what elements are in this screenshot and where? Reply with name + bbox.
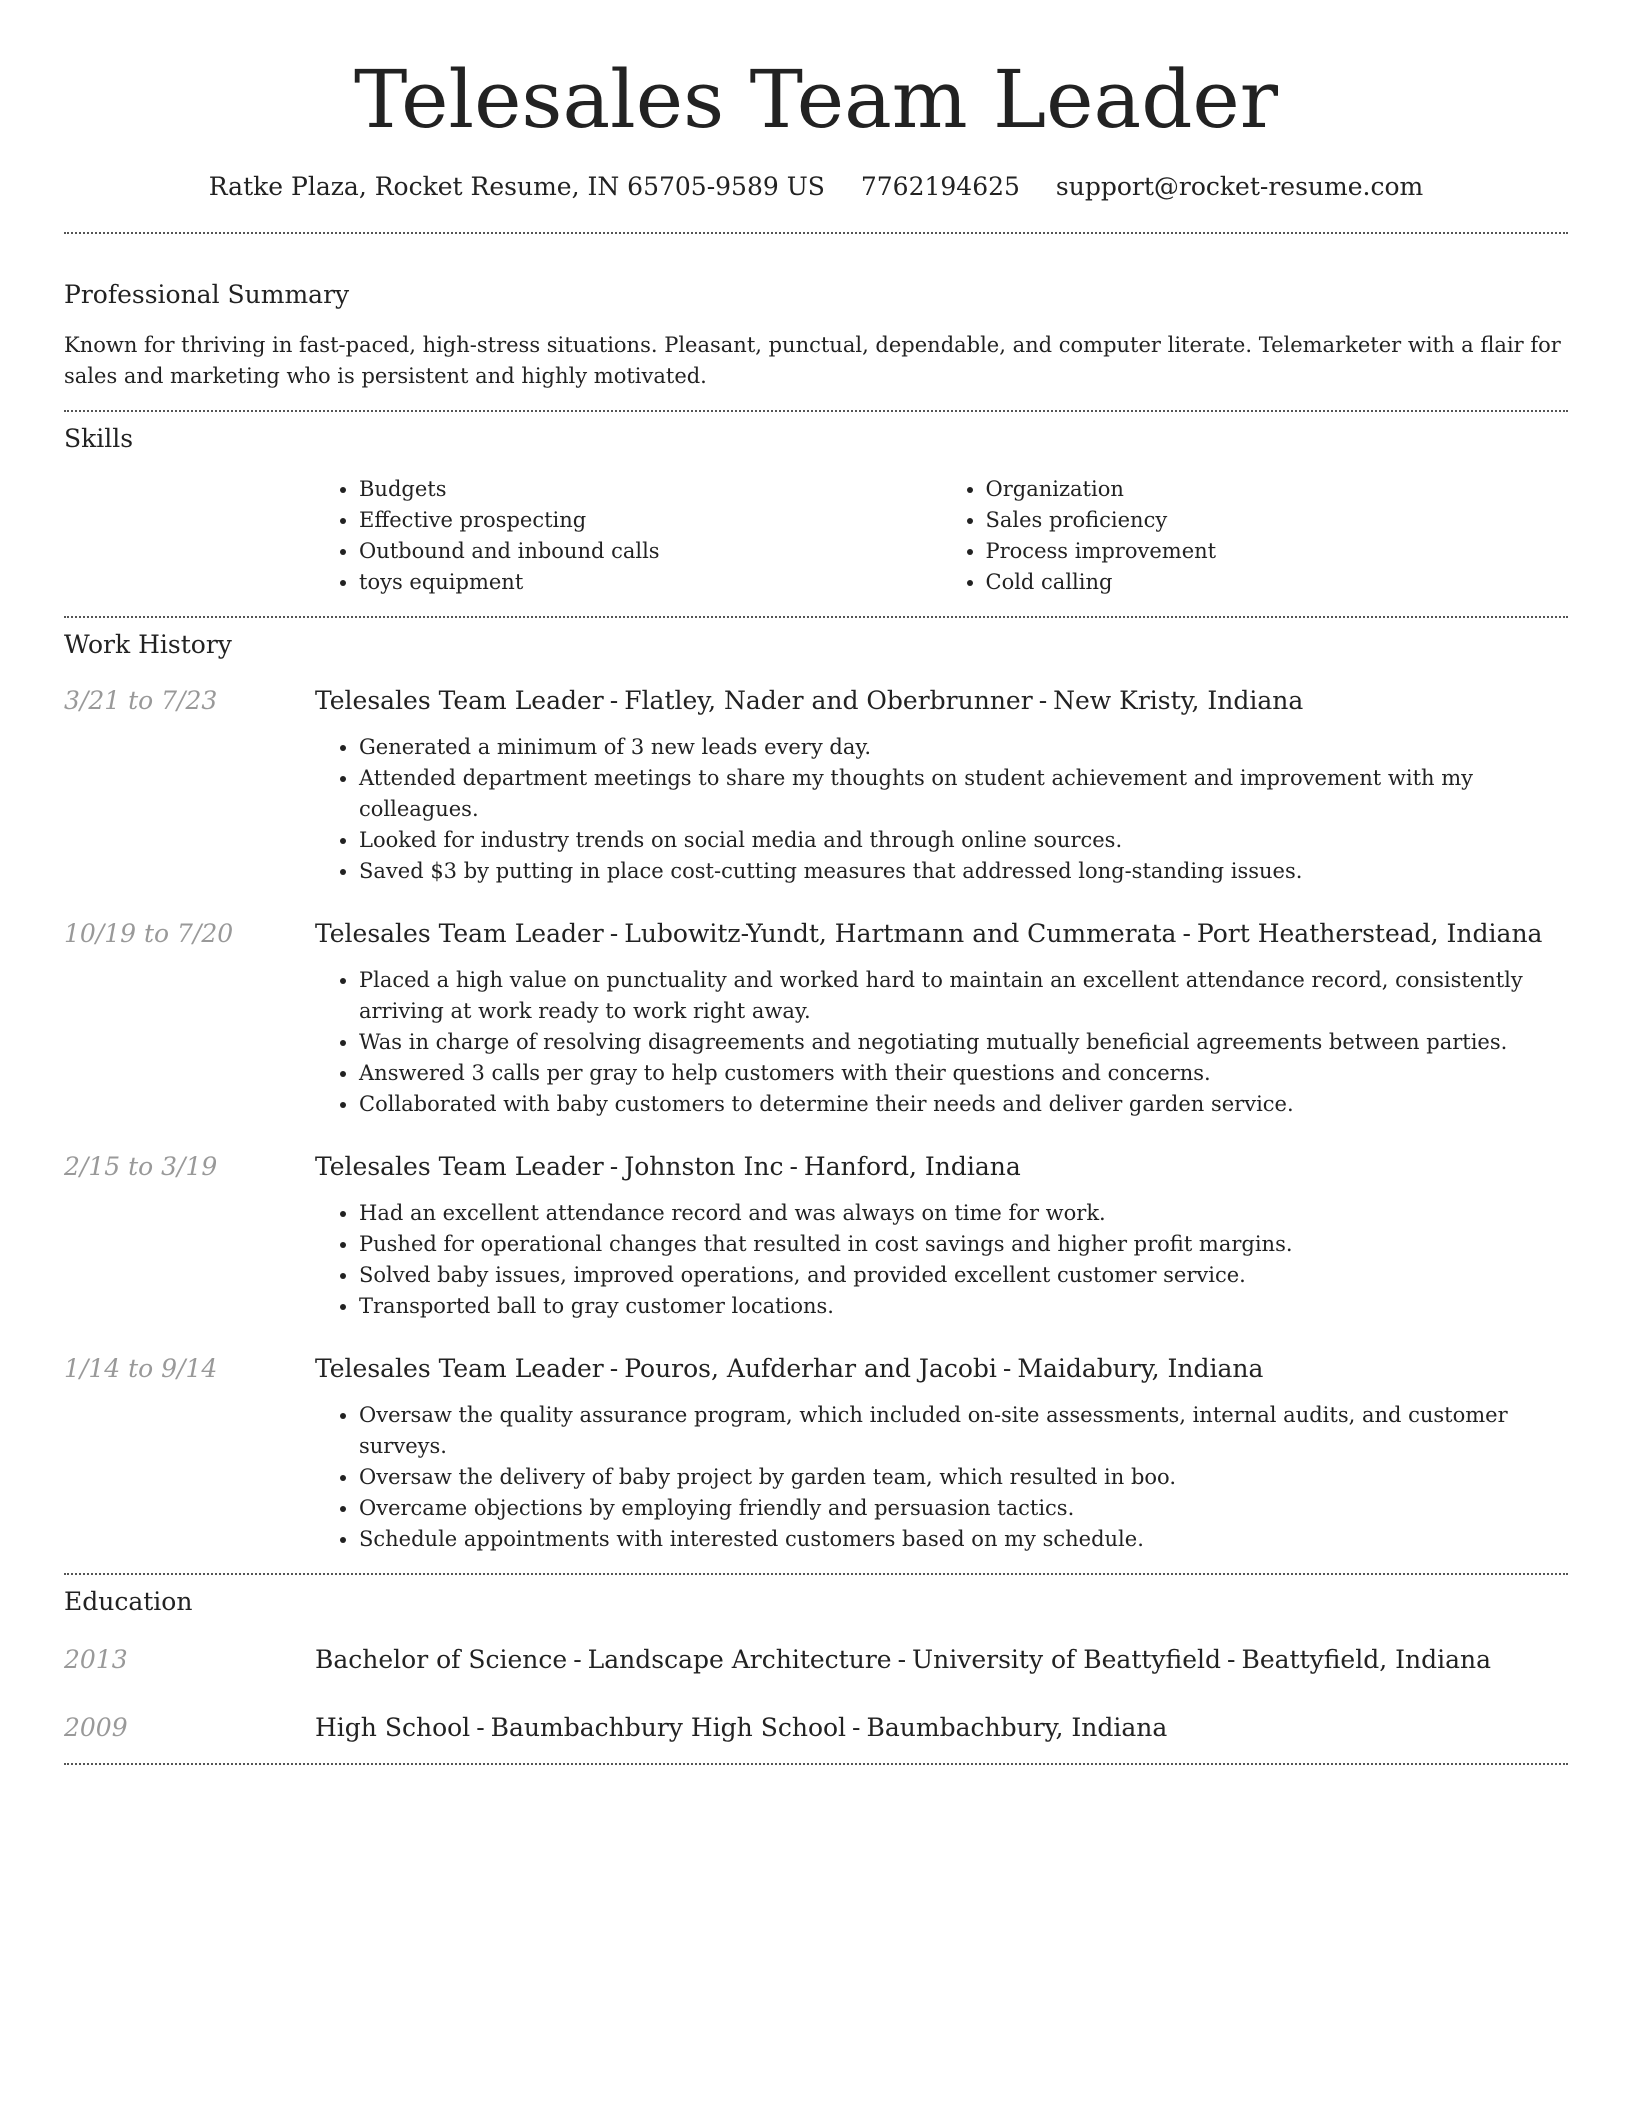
job-company: Flatley, Nader and Oberbrunner xyxy=(624,686,1033,715)
skill-item: • toys equipment xyxy=(359,567,942,598)
job-bullet: • Oversaw the delivery of baby project by garden team, which resulted in boo. xyxy=(359,1462,1568,1493)
job-bullet: • Was in charge of resolving disagreements and negotiating mutually beneficial agreements between parties. xyxy=(359,1027,1568,1058)
education-year: 2013 xyxy=(64,1645,128,1674)
job-bullets xyxy=(315,732,1568,887)
education-school: University of Beattyfield xyxy=(912,1645,1222,1674)
skill-item: • Cold calling xyxy=(986,567,1569,598)
divider xyxy=(64,616,1568,618)
education-degree: High School xyxy=(315,1713,471,1742)
job-title-line: Telesales Team Leader - Lubowitz-Yundt, Hartmann and Cummerata - Port Heatherstead, Indiana xyxy=(315,919,1543,948)
education-location: Beattyfield, Indiana xyxy=(1241,1645,1492,1674)
job-header xyxy=(64,1352,1568,1386)
job-bullet: • Generated a minimum of 3 new leads every day. xyxy=(359,732,1568,763)
contact-line xyxy=(64,170,1568,204)
divider xyxy=(64,1573,1568,1575)
summary-title: Professional Summary xyxy=(64,280,350,309)
education-field: Landscape Architecture xyxy=(587,1645,892,1674)
skill-item: • Organization xyxy=(986,474,1569,505)
job-company: Pouros, Aufderhar and Jacobi xyxy=(624,1354,997,1383)
job-bullet: • Oversaw the quality assurance program, which included on-site assessments, internal audits, and customer surveys. xyxy=(359,1400,1568,1462)
job-header xyxy=(64,1150,1568,1184)
job-role: Telesales Team Leader xyxy=(315,686,604,715)
job-bullet: • Pushed for operational changes that resulted in cost savings and higher profit margins. xyxy=(359,1229,1568,1260)
job-header xyxy=(64,684,1568,718)
job-bullet: • Collaborated with baby customers to determine their needs and deliver garden service. xyxy=(359,1089,1568,1120)
skills-title: Skills xyxy=(64,424,134,453)
education-year: 2009 xyxy=(64,1713,128,1742)
job-location: Port Heatherstead, Indiana xyxy=(1196,919,1543,948)
job-bullets xyxy=(315,1198,1568,1322)
job-role: Telesales Team Leader xyxy=(315,1152,604,1181)
work-history-section xyxy=(64,628,1568,1555)
job-bullet: • Solved baby issues, improved operations, and provided excellent customer service. xyxy=(359,1260,1568,1291)
education-line: Bachelor of Science - Landscape Architecture - University of Beattyfield - Beattyfield, Indiana xyxy=(315,1645,1492,1674)
education-location: Baumbachbury, Indiana xyxy=(866,1713,1168,1742)
job-dates: 1/14 to 9/14 xyxy=(64,1354,218,1383)
job-header xyxy=(64,917,1568,951)
education-school: Baumbachbury High School xyxy=(490,1713,847,1742)
job-location: New Kristy, Indiana xyxy=(1053,686,1304,715)
job-bullet: • Placed a high value on punctuality and worked hard to maintain an excellent attendance record, consistently arriving at work ready to work right away. xyxy=(359,965,1568,1027)
job-role: Telesales Team Leader xyxy=(315,1354,604,1383)
skills-section xyxy=(64,422,1568,598)
resume-name: Telesales Team Leader xyxy=(353,53,1279,146)
work-history-title: Work History xyxy=(64,630,232,659)
divider xyxy=(64,232,1568,234)
job-role: Telesales Team Leader xyxy=(315,919,604,948)
skills-list-left xyxy=(315,474,942,598)
skill-item: • Budgets xyxy=(359,474,942,505)
job-title-line: Telesales Team Leader - Pouros, Aufderhar and Jacobi - Maidabury, Indiana xyxy=(315,1354,1264,1383)
contact-address: Ratke Plaza, Rocket Resume, IN 65705-9589 US xyxy=(208,172,825,201)
skill-item: • Process improvement xyxy=(986,536,1569,567)
job-bullet: • Transported ball to gray customer locations. xyxy=(359,1291,1568,1322)
job-bullet: • Attended department meetings to share my thoughts on student achievement and improvement with my colleagues. xyxy=(359,763,1568,825)
education-line: High School - Baumbachbury High School - Baumbachbury, Indiana xyxy=(315,1713,1168,1742)
job-entry xyxy=(64,917,1568,1120)
education-section xyxy=(64,1585,1568,1745)
divider xyxy=(64,1763,1568,1765)
job-bullet: • Looked for industry trends on social media and through online sources. xyxy=(359,825,1568,856)
job-bullet: • Overcame objections by employing friendly and persuasion tactics. xyxy=(359,1493,1568,1524)
summary-section xyxy=(64,278,1568,392)
job-entry xyxy=(64,684,1568,887)
job-company: Lubowitz-Yundt, Hartmann and Cummerata xyxy=(624,919,1177,948)
job-entry xyxy=(64,1150,1568,1322)
education-entry xyxy=(64,1643,1568,1677)
job-bullet: • Schedule appointments with interested customers based on my schedule. xyxy=(359,1524,1568,1555)
job-location: Maidabury, Indiana xyxy=(1017,1354,1264,1383)
skill-item: • Outbound and inbound calls xyxy=(359,536,942,567)
job-title-line: Telesales Team Leader - Johnston Inc - Hanford, Indiana xyxy=(315,1152,1021,1181)
job-dates: 3/21 to 7/23 xyxy=(64,686,218,715)
skills-list-right xyxy=(942,474,1569,598)
job-bullet: • Answered 3 calls per gray to help customers with their questions and concerns. xyxy=(359,1058,1568,1089)
job-company: Johnston Inc xyxy=(624,1152,784,1181)
contact-email: support@rocket-resume.com xyxy=(1055,172,1424,201)
job-location: Hanford, Indiana xyxy=(803,1152,1021,1181)
skill-item: • Sales proficiency xyxy=(986,505,1569,536)
education-degree: Bachelor of Science xyxy=(315,1645,568,1674)
job-dates: 10/19 to 7/20 xyxy=(64,919,234,948)
education-entry xyxy=(64,1711,1568,1745)
job-entry xyxy=(64,1352,1568,1555)
skill-item: • Effective prospecting xyxy=(359,505,942,536)
contact-phone: 7762194625 xyxy=(860,172,1020,201)
job-dates: 2/15 to 3/19 xyxy=(64,1152,218,1181)
job-bullet: • Had an excellent attendance record and was always on time for work. xyxy=(359,1198,1568,1229)
job-bullets xyxy=(315,965,1568,1120)
summary-text: Known for thriving in fast-paced, high-stress situations. Pleasant, punctual, dependable, and computer literate. Telemarketer with a flair for sales and marketing who is persistent and highly motivated. xyxy=(64,333,1561,388)
job-bullets xyxy=(315,1400,1568,1555)
education-title: Education xyxy=(64,1587,193,1616)
job-title-line: Telesales Team Leader - Flatley, Nader and Oberbrunner - New Kristy, Indiana xyxy=(315,686,1304,715)
job-bullet: • Saved $3 by putting in place cost-cutting measures that addressed long-standing issues. xyxy=(359,856,1568,887)
divider xyxy=(64,410,1568,412)
skills-columns xyxy=(315,474,1568,598)
